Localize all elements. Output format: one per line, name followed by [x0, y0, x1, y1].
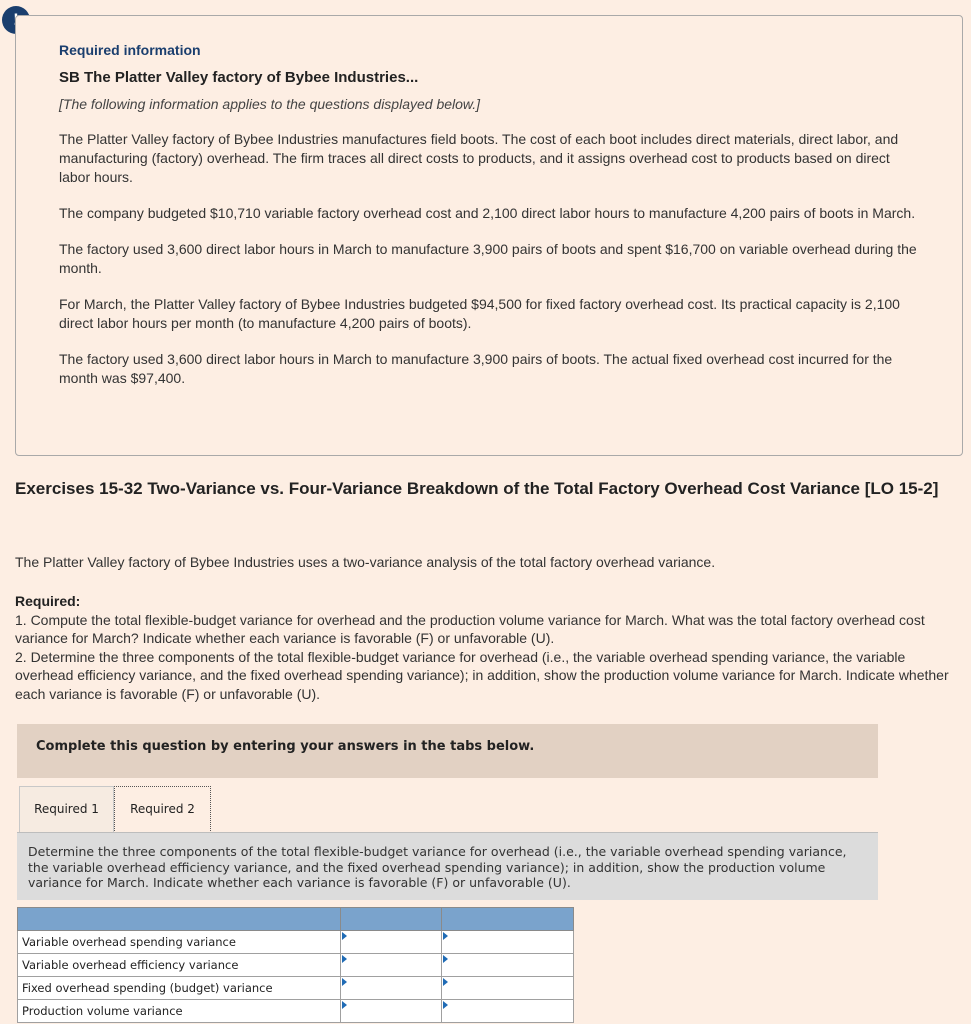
required-information-label: Required information: [59, 42, 201, 58]
type-select-cell[interactable]: [442, 931, 574, 954]
instruction-bar: Complete this question by entering your answers in the tabs below.: [17, 724, 878, 778]
table-header-cell: [442, 908, 574, 931]
input-marker-icon: [443, 1001, 448, 1009]
problem-heading: SB The Platter Valley factory of Bybee Industries...: [59, 69, 419, 86]
info-paragraph: The factory used 3,600 direct labor hours in March to manufacture 3,900 pairs of boots. The actual fixed overhead cost incurred for the month was $97,400.: [59, 351, 893, 386]
amount-input-cell[interactable]: [341, 954, 442, 977]
tab-instructions: Determine the three components of the total flexible-budget variance for overhead (i.e., the variable overhead spending variance, the variable overhead efficiency variance, and the fixed overhead spending variance); in addition, show the production volume variance for March. Indicate whether each variance is favorable (F) or unfavorable (U).: [17, 832, 878, 900]
tab-required-2[interactable]: Required 2: [114, 786, 211, 833]
variance-label: Production volume variance: [18, 1000, 341, 1023]
exercise-intro: The Platter Valley factory of Bybee Industries uses a two-variance analysis of the total factory overhead variance.: [15, 554, 716, 570]
table-row: [18, 1000, 574, 1023]
table-header-row: [18, 908, 574, 931]
required-heading: Required:: [15, 593, 81, 609]
type-select-cell[interactable]: [442, 1000, 574, 1023]
tab-required-1[interactable]: Required 1: [19, 786, 114, 832]
exercise-title: Exercises 15-32 Two-Variance vs. Four-Variance Breakdown of the Total Factory Overhead Cost Variance [LO 15-2]: [15, 479, 939, 498]
variance-label: Variable overhead efficiency variance: [18, 954, 341, 977]
applies-note: [The following information applies to the questions displayed below.]: [59, 96, 481, 112]
input-marker-icon: [342, 1001, 347, 1009]
input-marker-icon: [443, 978, 448, 986]
variance-label: Variable overhead spending variance: [18, 931, 341, 954]
table-row: [18, 931, 574, 954]
type-select-cell[interactable]: [442, 954, 574, 977]
input-marker-icon: [443, 932, 448, 940]
amount-input-cell[interactable]: [341, 931, 442, 954]
info-paragraph: The Platter Valley factory of Bybee Industries manufactures field boots. The cost of each boot includes direct materials, direct labor, and manufacturing (factory) overhead. The firm traces all direct costs to products, and it assigns overhead cost to products based on direct labor hours.: [59, 131, 899, 185]
table-row: [18, 977, 574, 1000]
variance-answer-table: [17, 907, 574, 1023]
amount-input-cell[interactable]: [341, 1000, 442, 1023]
variance-label: Fixed overhead spending (budget) variance: [18, 977, 341, 1000]
required-item-1: 1. Compute the total flexible-budget variance for overhead and the production volume variance for March. What was the total factory overhead cost variance for March? Indicate whether each variance is favorable (F) or unfavorable (U).: [15, 611, 925, 646]
required-item-2: 2. Determine the three components of the total flexible-budget variance for overhead (i.e., the variable overhead spending variance, the variable overhead efficiency variance, and the fixed overhead spending variance); in addition, show the production volume variance for March. Indicate whether each variance is favorable (F) or unfavorable (U).: [15, 648, 949, 702]
amount-input-cell[interactable]: [341, 977, 442, 1000]
info-paragraph: The factory used 3,600 direct labor hours in March to manufacture 3,900 pairs of boots and spent $16,700 on variable overhead during the month.: [59, 241, 917, 276]
table-header-cell: [341, 908, 442, 931]
input-marker-icon: [342, 932, 347, 940]
input-marker-icon: [342, 978, 347, 986]
type-select-cell[interactable]: [442, 977, 574, 1000]
input-marker-icon: [443, 955, 448, 963]
info-paragraph: For March, the Platter Valley factory of Bybee Industries budgeted $94,500 for fixed factory overhead cost. Its practical capacity is 2,100 direct labor hours per month (to manufacture 4,200 pairs of boots).: [59, 296, 900, 331]
input-marker-icon: [342, 955, 347, 963]
info-paragraph: The company budgeted $10,710 variable factory overhead cost and 2,100 direct labor hours to manufacture 4,200 pairs of boots in March.: [59, 205, 916, 221]
required-information-panel: [15, 15, 963, 456]
table-header-cell: [18, 908, 341, 931]
table-row: [18, 954, 574, 977]
required-section: [15, 592, 955, 703]
